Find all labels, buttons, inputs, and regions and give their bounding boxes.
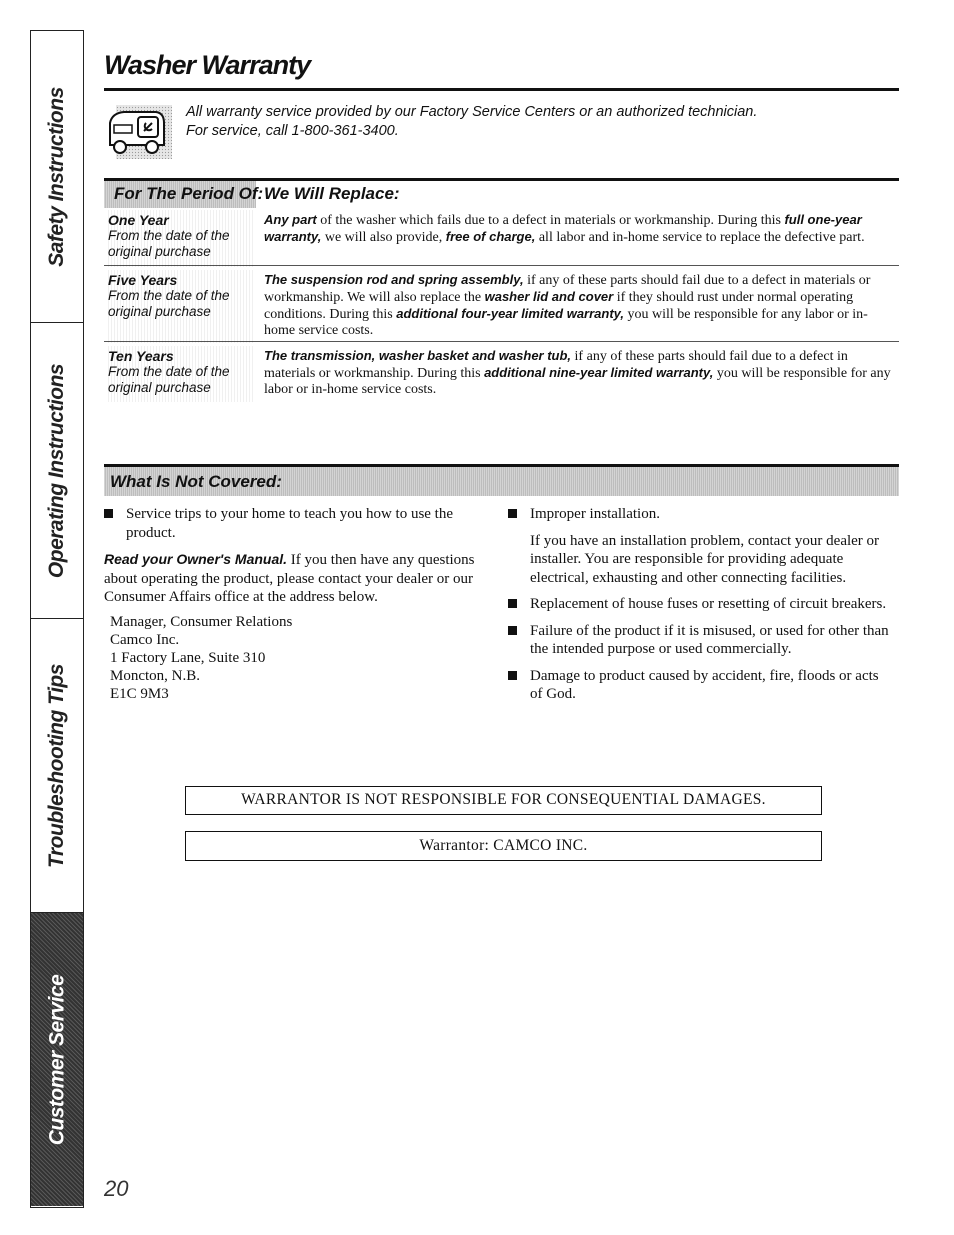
page-number: 20 (104, 1176, 129, 1201)
consequential-damages-box: WARRANTOR IS NOT RESPONSIBLE FOR CONSEQUENTIAL DAMAGES. (185, 786, 822, 815)
not-covered-right-column (508, 505, 894, 704)
sidebar-tab-troubleshooting[interactable] (31, 619, 83, 913)
service-van-icon (104, 103, 174, 161)
replace-cell (264, 272, 896, 339)
consumer-relations-address (104, 613, 492, 703)
address-line: E1C 9M3 (110, 685, 169, 702)
service-phone-line: For service, call 1-800-361-3400. (186, 123, 399, 139)
replace-column-heading: We Will Replace: (264, 184, 400, 203)
period-cell (108, 270, 254, 343)
address-line: Manager, Consumer Relations (110, 613, 293, 630)
period-sub: From the date of the (108, 364, 230, 379)
sidebar-tab-label: Safety Instructions (45, 86, 69, 267)
owners-manual-lead: Read your Owner's Manual. (104, 551, 288, 567)
list-item: Failure of the product if it is misused, or used for other than the intended purpose or used commercially. (508, 622, 894, 659)
page-title: Washer Warranty (104, 50, 311, 80)
list-item: Replacement of house fuses or resetting of circuit breakers. (508, 595, 894, 614)
period-label: Five Years (108, 272, 178, 288)
list-item: Service trips to your home to teach you how to use the product. (104, 505, 492, 542)
address-line: Moncton, N.B. (110, 667, 200, 684)
replace-emphasis: additional nine-year limited warranty, (484, 365, 714, 380)
title-rule (104, 88, 899, 91)
owners-manual-paragraph (104, 550, 492, 607)
replace-emphasis: additional four-year limited warranty, (396, 306, 625, 321)
sidebar-tab-label: Operating Instructions (45, 363, 68, 578)
period-sub: original purchase (108, 380, 211, 395)
list-item: Damage to product caused by accident, fire, floods or acts of God. (508, 667, 894, 704)
replace-text: if any of these parts should fail due to a defect in materials or workmanship. We will also replace the (264, 273, 871, 305)
not-covered-heading: What Is Not Covered: (110, 472, 282, 491)
warranty-table-header (104, 178, 899, 208)
replace-text: if any of these parts should fail due to a defect in materials or workmanship. During this (264, 349, 848, 381)
sidebar-tab-label: Customer Service (45, 974, 68, 1145)
replace-cell (264, 212, 896, 246)
installation-detail: If you have an installation problem, contact your dealer or installer. You are responsible for providing adequate electrical, exhausting and other connecting facilities. (530, 532, 880, 586)
replace-text: we will also provide, (321, 230, 446, 245)
sidebar-tab-operating[interactable] (31, 323, 83, 619)
address-line: 1 Factory Lane, Suite 310 (110, 649, 266, 666)
owners-manual-text: If you then have any questions about operating the product, please contact your dealer or our Consumer Affairs office at the address below. (104, 552, 475, 605)
warranty-row (104, 270, 899, 342)
replace-text: if they should rust under normal operating conditions. During this (264, 290, 854, 322)
period-cell (108, 346, 254, 402)
period-cell (108, 210, 254, 267)
period-sub: original purchase (108, 304, 211, 319)
replace-cell (264, 348, 896, 398)
sidebar-tab-safety[interactable] (31, 31, 83, 323)
list-item: Improper installation. (508, 505, 894, 524)
replace-emphasis: full one-year warranty, (264, 212, 862, 244)
replace-text: you will be responsible for any labor or in-home service costs. (264, 366, 891, 397)
sidebar-tab-label: Troubleshooting Tips (45, 663, 69, 868)
period-sub: original purchase (108, 244, 211, 259)
service-note-line: All warranty service provided by our Factory Service Centers or an authorized technician. (186, 104, 758, 120)
section-sidebar (30, 30, 84, 1208)
replace-lead: The suspension rod and spring assembly, (264, 272, 524, 287)
warrantor-box: Warrantor: CAMCO INC. (185, 831, 822, 861)
not-covered-header (104, 464, 899, 496)
replace-emphasis: washer lid and cover (484, 289, 614, 304)
replace-text: of the washer which fails due to a defect in materials or workmanship. During this (316, 213, 785, 228)
replace-lead: Any part (264, 212, 317, 227)
replace-lead: The transmission, washer basket and washer tub, (264, 348, 572, 363)
sidebar-tab-customer-service[interactable] (31, 913, 83, 1206)
warranty-row (104, 346, 899, 400)
address-line: Camco Inc. (110, 631, 180, 648)
service-note (186, 103, 757, 141)
replace-text: you will be responsible for any labor or in-home service costs. (264, 307, 868, 338)
warranty-row (104, 210, 899, 266)
period-label: Ten Years (108, 348, 174, 364)
replace-text: all labor and in-home service to replace the defective part. (535, 230, 865, 245)
not-covered-left-column (104, 505, 492, 703)
period-column-heading: For The Period Of: (114, 184, 264, 203)
period-label: One Year (108, 212, 169, 228)
period-sub: From the date of the (108, 228, 230, 243)
replace-emphasis: free of charge, (445, 229, 536, 244)
period-sub: From the date of the (108, 288, 230, 303)
